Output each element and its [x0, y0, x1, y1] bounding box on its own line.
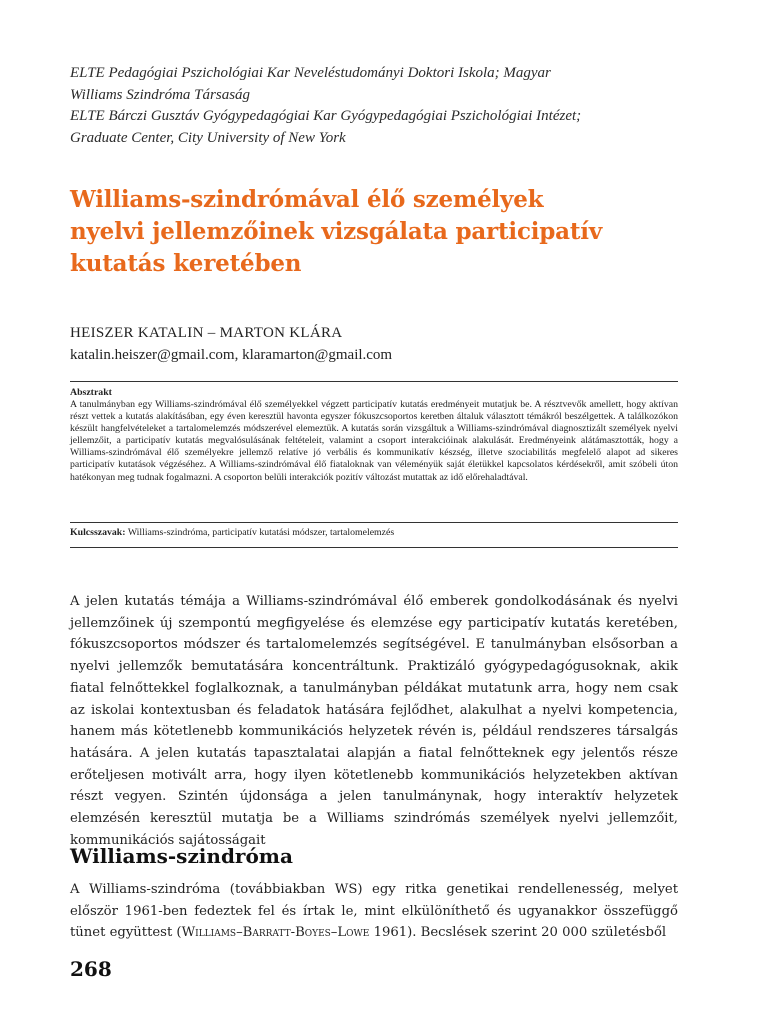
section-text-before: A Williams-szindróma (továbbiakban WS) egy ritka genetikai rendellenesség, melyet először 1961-ben fedeztek fel és írtak le, mint elkülöníthető és ugyanakkor összefüggő tünet együttest (: [70, 882, 678, 941]
affiliation-line: Williams Szindróma Társaság: [70, 86, 251, 103]
abstract-box: [70, 381, 678, 484]
author-names: HEISZER KATALIN – MARTON KLÁRA: [70, 325, 343, 341]
affiliation-line: ELTE Bárczi Gusztáv Gyógypedagógiai Kar Gyógypedagógiai Pszichológiai Intézet;: [70, 108, 582, 124]
keywords: [70, 522, 678, 539]
affiliation-line: Graduate Center, City University of New York: [70, 129, 346, 146]
title-line: kutatás keretében: [70, 250, 302, 277]
keywords-label: Kulcsszavak:: [70, 527, 126, 538]
section-text-after: 1961). Becslések szerint 20 000 születésből: [369, 925, 667, 941]
affiliations: [70, 63, 678, 149]
abstract-heading: Absztrakt: [70, 387, 112, 398]
affiliation-line: ELTE Pedagógiai Pszichológiai Kar Neveléstudományi Doktori Iskola; Magyar: [70, 65, 551, 81]
paper-title: [70, 184, 678, 280]
title-line: nyelvi jellemzőinek vizsgálata participatív: [70, 218, 602, 245]
section-paragraph: [70, 879, 678, 944]
section-heading: Williams-szindróma: [70, 844, 293, 868]
author-emails: katalin.heiszer@gmail.com, klaramarton@gmail.com: [70, 347, 393, 363]
intro-paragraph: A jelen kutatás témája a Williams-szindrómával élő emberek gondolkodásának és nyelvi jellemzőinek új szempontú megfigyelése és elemzése egy participatív kutatás keretében, fókuszcsoportos módszer és tartalomelemzés segítségével. E tanulmányban elsősorban a nyelvi jellemzők bemutatására koncentráltunk. Praktizáló gyógypedagógusoknak, akik fiatal felnőttekkel foglalkoznak, a tanulmányban példákat mutatunk arra, hogy nem csak az iskolai kontextusban és feladatok hatására fejlődhet, alakulhat a nyelvi kompetencia, hanem más kötetlenebb kommunikációs helyzetek révén is, például rendszeres társalgás hatására. A jelen kutatás tapasztalatai alapján a fiatal felnőtteknek egy jelentős része erőteljesen motivált arra, hogy ilyen kötetlenebb kommunikációs helyzetekben aktívan részt vegyen. Szintén újdonsága a jelen tanulmánynak, hogy interaktív helyzetek elemzésén keresztül mutatja be a Williams szindrómás személyek nyelvi jellemzőit, kommunikációs sajátosságait: [70, 594, 678, 848]
author-block: [70, 322, 392, 366]
abstract-text: A tanulmányban egy Williams-szindrómával élő személyekkel végzett participatív kutatás eredményeit mutatjuk be. A résztvevők amellett, hogy aktívan részt vettek a kutatás alakításában, egy éven keresztül havonta egyszer fókuszcsoportos keretben általuk választott témákról beszélgettek. A találkozókon készült hangfelvételeket a tartalomelemzés módszerével elemeztük. A kutatás során vizsgáltuk a Williams-szindrómával diagnosztizált személyek nyelvi jellemzőit, a participatív kutatás megvalósulásának feltételeit, valamint a csoport interakcióinak alakulását. Eredményeink alátámasztották, hogy a Williams-szindrómával élő személyekre jellemző relatíve jó verbális és kommunikatív készség, illetve szociabilitás megfelelő alapot ad sikeres participatív kutatások végzéséhez. A Williams-szindrómával élő fiataloknak van véleményük saját életükkel kapcsolatos kérdésekről, amit szóbeli úton hatékonyan meg tudnak fogalmazni. A csoporton belüli interakciók pozitív változást mutattak az idő előrehaladtával.: [70, 399, 678, 483]
keywords-text: Williams-szindróma, participatív kutatási módszer, tartalomelemzés: [127, 527, 395, 538]
page-number: 268: [70, 957, 112, 981]
title-line: Williams-szindrómával élő személyek: [70, 186, 544, 213]
keywords-rule: [70, 547, 678, 548]
citation-authors: Williams–Barratt-Boyes–Lowe: [181, 925, 370, 941]
